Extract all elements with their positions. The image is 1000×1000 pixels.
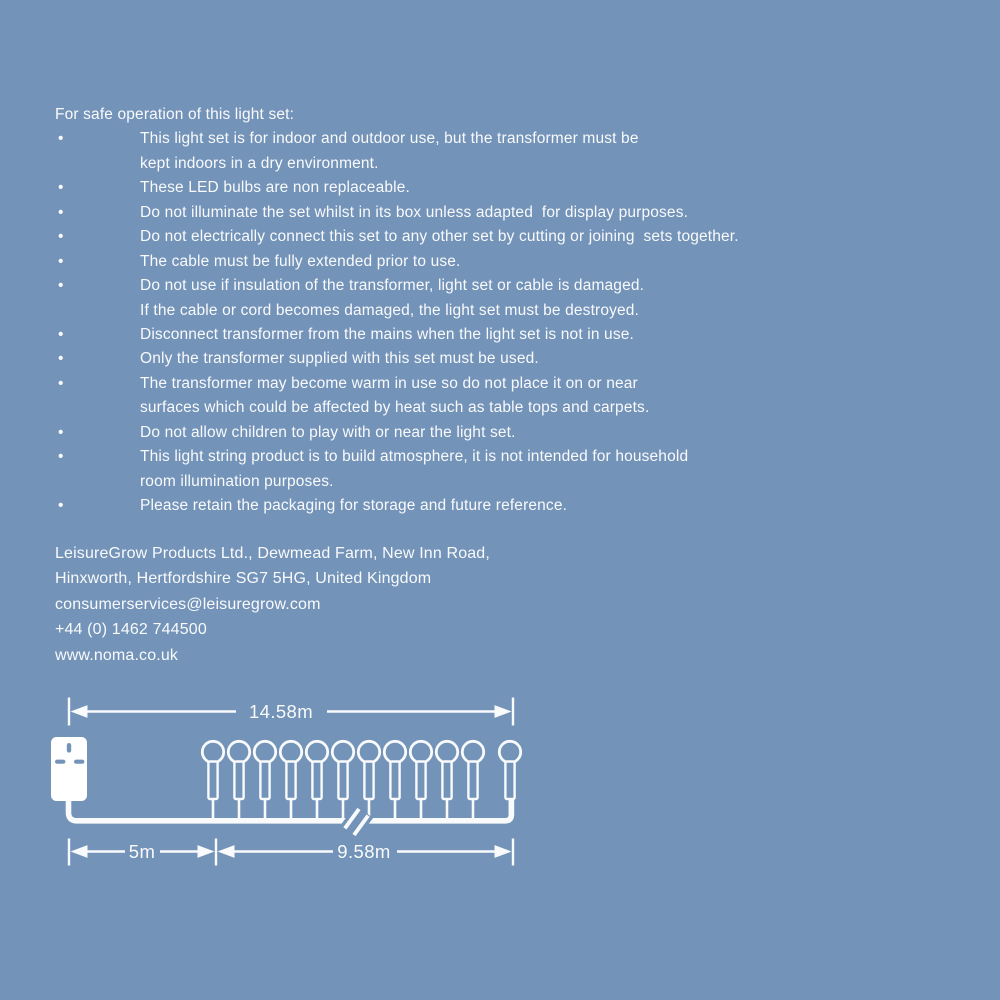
safety-line: surfaces which could be affected by heat such as table tops and carpets. (140, 399, 650, 417)
arrow-left-icon (71, 845, 88, 858)
safety-line: Do not allow children to play with or near the light set. (140, 423, 516, 441)
safety-line: These LED bulbs are non replaceable. (140, 179, 410, 197)
bullet-icon: • (58, 228, 64, 246)
manufacturer-email: consumerservices@leisuregrow.com (55, 595, 321, 613)
bullet-icon: • (58, 130, 64, 148)
manufacturer-address-line: LeisureGrow Products Ltd., Dewmead Farm, New Inn Road, (55, 545, 490, 562)
safety-line: Please retain the packaging for storage and future reference. (140, 497, 568, 514)
bullet-icon: • (58, 277, 64, 295)
safety-line: room illumination purposes. (140, 472, 334, 490)
manufacturer-address-line: Hinxworth, Hertfordshire SG7 5HG, United Kingdom (55, 570, 432, 588)
lead-length-dimension (69, 839, 216, 866)
string-length-label: 9.58m (337, 841, 391, 862)
bullet-icon: • (58, 374, 64, 392)
arrow-left-icon (218, 845, 235, 858)
bullet-icon: • (58, 448, 64, 466)
bulb-icon (384, 741, 405, 820)
safety-line: The cable must be fully extended prior to use. (140, 252, 461, 270)
arrow-right-icon (198, 845, 215, 858)
bulb-icon (358, 741, 379, 820)
bulb-icon (436, 741, 457, 820)
safety-line: If the cable or cord becomes damaged, the light set must be destroyed. (140, 301, 640, 319)
manufacturer-phone: +44 (0) 1462 744500 (55, 621, 207, 639)
total-length-dimension (69, 698, 513, 726)
bulb-icon (410, 741, 431, 820)
bullet-icon: • (58, 252, 64, 270)
bullet-icon: • (58, 423, 64, 441)
bulb-icon (280, 741, 301, 820)
plug-icon (51, 737, 87, 801)
safety-line: kept indoors in a dry environment. (140, 154, 379, 172)
arrow-right-icon (495, 705, 512, 718)
safety-line: The transformer may become warm in use so do not place it on or near (140, 374, 638, 392)
bulb-icon (462, 741, 483, 820)
bulb-icon (202, 741, 223, 820)
bullet-icon: • (58, 179, 64, 197)
arrow-right-icon (495, 845, 512, 858)
safety-heading-text: For safe operation of this light set: (55, 106, 295, 123)
safety-line: Disconnect transformer from the mains when the light set is not in use. (140, 325, 634, 343)
lead-length-label: 5m (128, 841, 156, 862)
arrow-left-icon (71, 705, 88, 718)
bulb-icon (254, 741, 275, 820)
manufacturer-website: www.noma.co.uk (55, 646, 179, 664)
safety-line: This light string product is to build atmosphere, it is not intended for household (140, 448, 689, 466)
bulb-icon (332, 741, 353, 820)
safety-line: This light set is for indoor and outdoor use, but the transformer must be (140, 130, 639, 148)
safety-line: Only the transformer supplied with this set must be used. (140, 350, 539, 368)
bullet-icon: • (58, 325, 64, 343)
safety-line: Do not electrically connect this set to any other set by cutting or joining sets together. (140, 228, 739, 246)
bullet-icon: • (58, 203, 64, 221)
string-length-dimension (218, 839, 514, 866)
bulb-icon (306, 741, 327, 820)
total-length-label: 14.58m (248, 701, 314, 722)
safety-line: Do not use if insulation of the transformer, light set or cable is damaged. (140, 277, 645, 295)
bullet-icon: • (58, 350, 64, 368)
safety-line: Do not illuminate the set whilst in its box unless adapted for display purposes. (140, 203, 689, 221)
bulb-icon (228, 741, 249, 820)
bullet-icon: • (58, 497, 64, 514)
bulb-icon (499, 741, 520, 820)
